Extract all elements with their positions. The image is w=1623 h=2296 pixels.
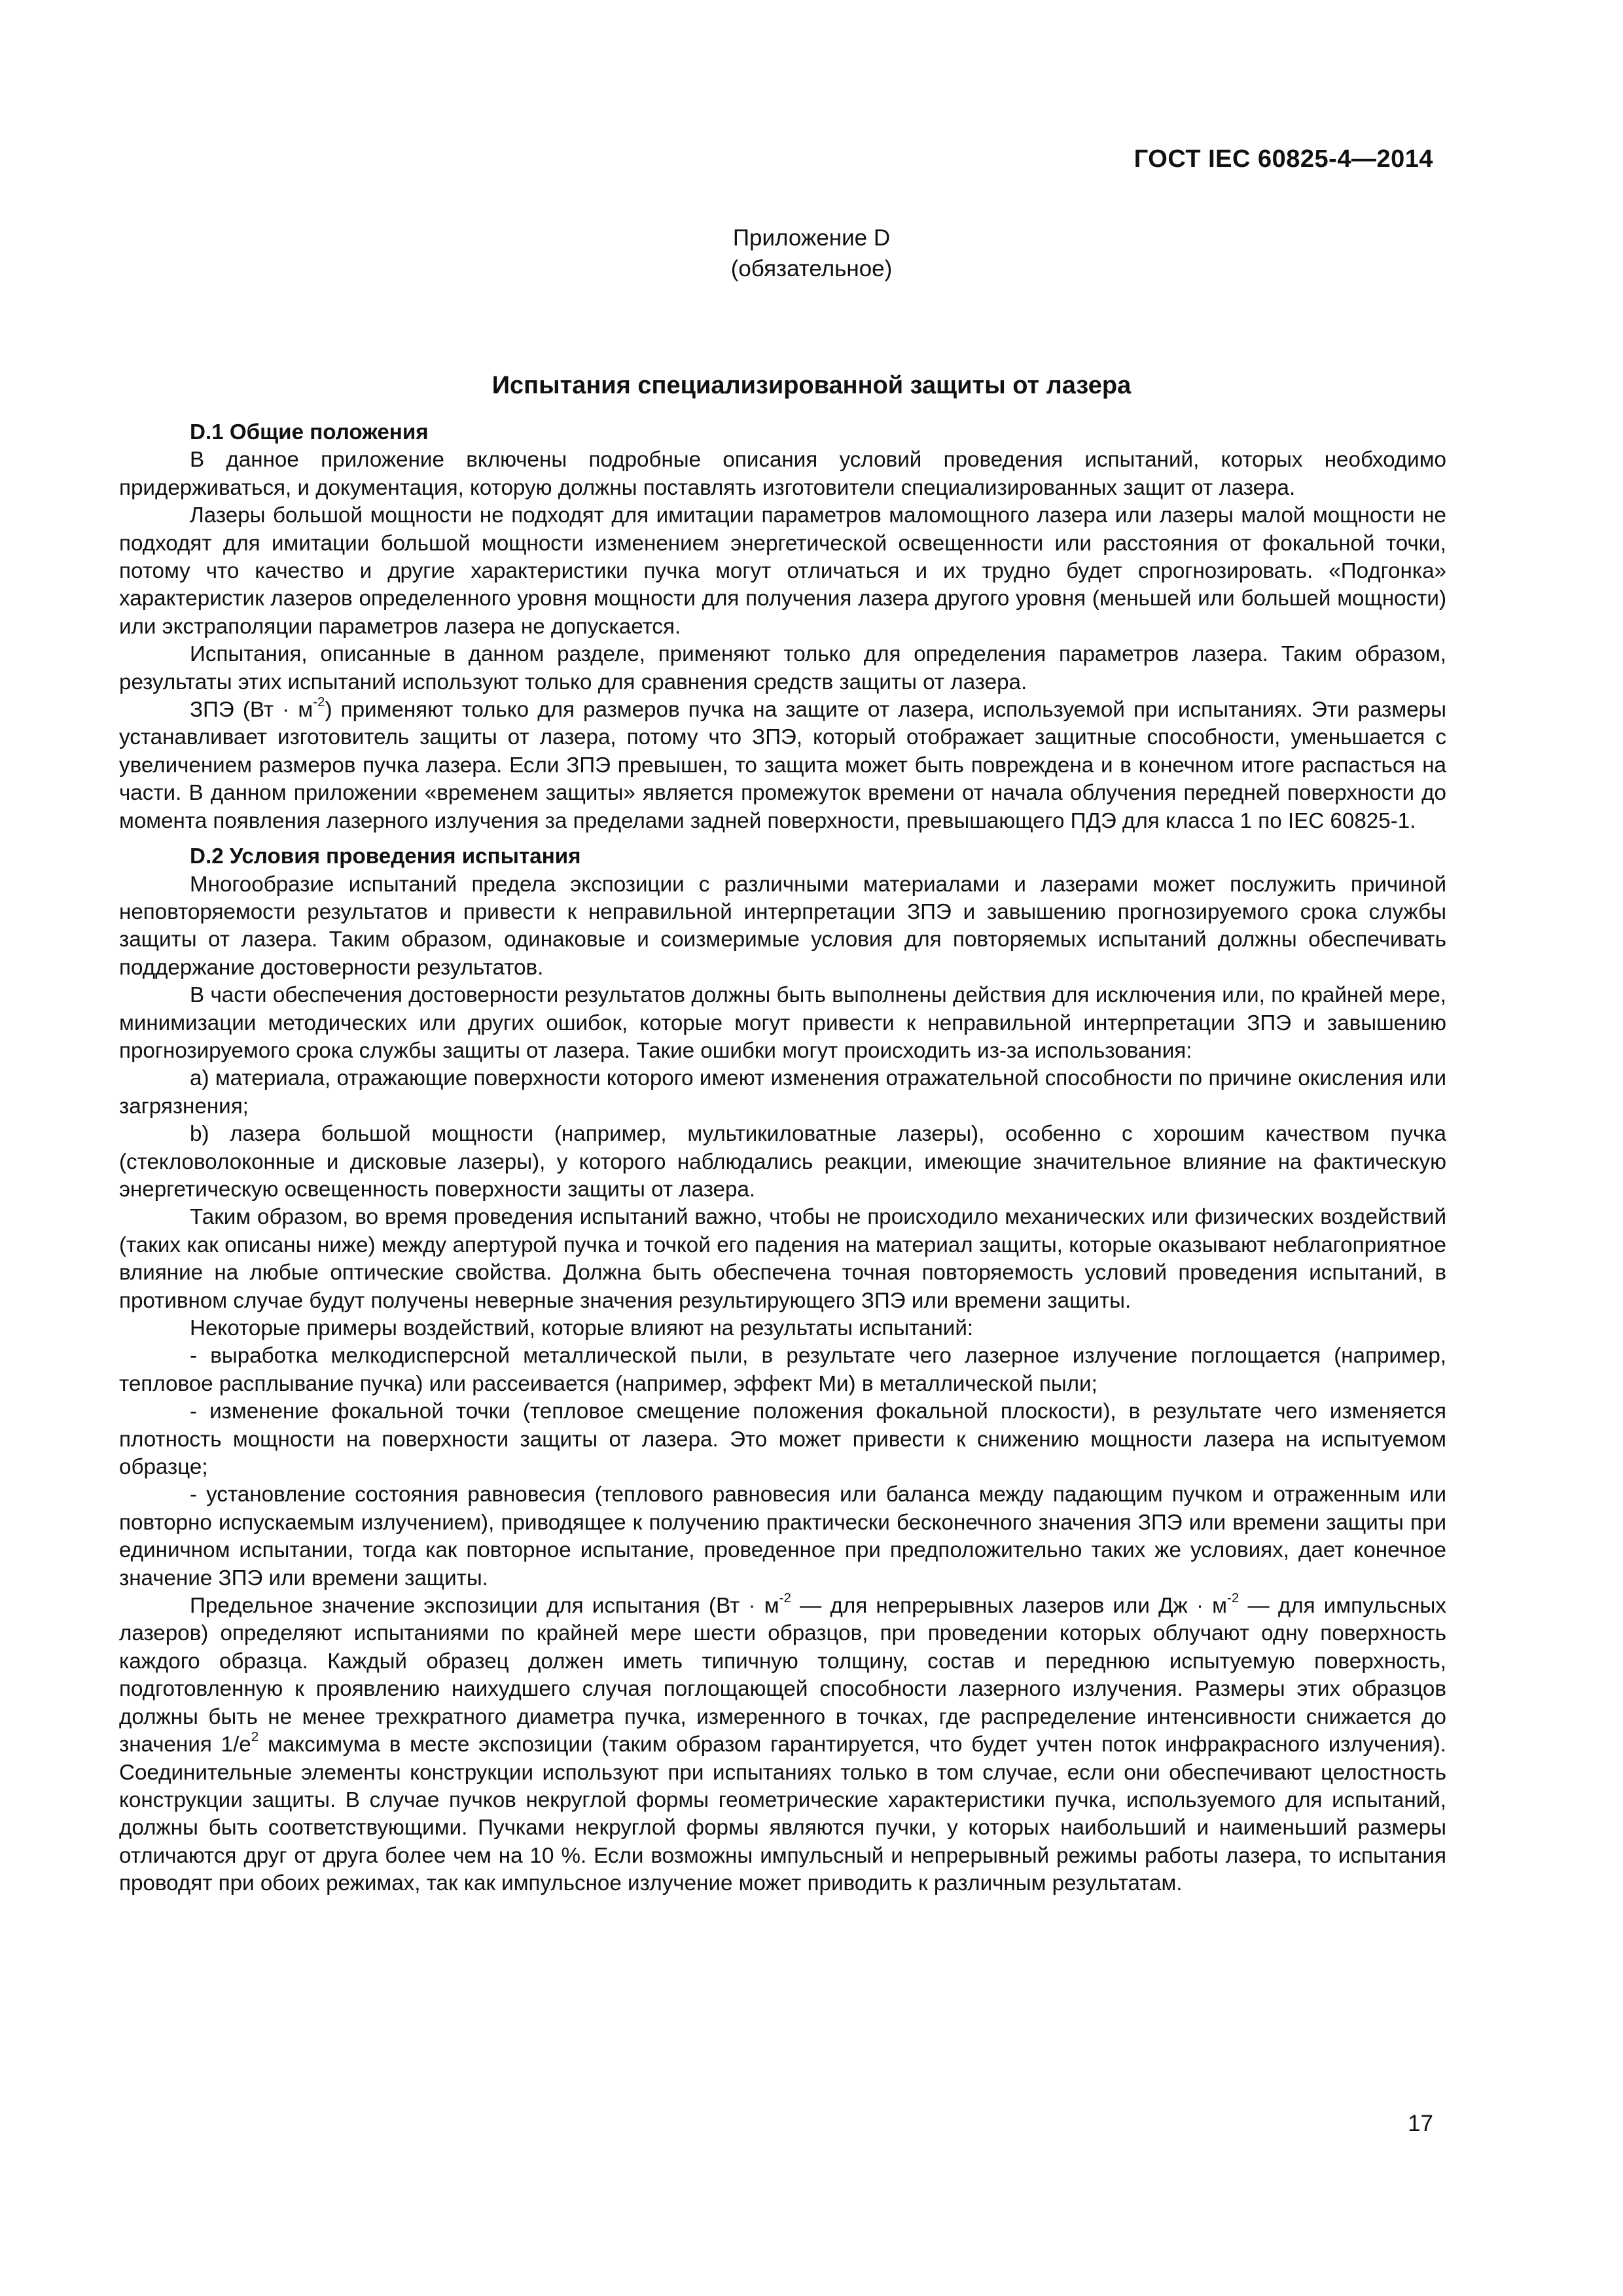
paragraph: ЗПЭ $(Вт \cdot м^{-2})$ применяют только для размеров пучка на защите от лазера, используемой при испытаниях. Эти размеры устанавливает изготовитель защиты от лазера, потому что ЗПЭ, который отображает защитные способности, уменьшается с увеличением размеров пучка лазера. Если ЗПЭ превышен, то защита может быть повреждена и в конечном итоге распасться на части. В данном приложении «временем защиты» является промежуток времени от начала облучения передней поверхности до момента появления лазерного излучения за пределами задней поверхности, превышающего ПДЭ для класса 1 по IEC 60825-1. (119, 694, 1446, 833)
annex-heading (0, 223, 1623, 284)
paragraph: Некоторые примеры воздействий, которые влияют на результаты испытаний: (190, 1316, 974, 1340)
page-number: 17 (1408, 2111, 1433, 2136)
paragraph: Многообразие испытаний предела экспозиции с различными материалами и лазерами может послужить причиной неповторяемости результатов и привести к неправильной интерпретации ЗПЭ и завышению прогнозируемого срока службы защиты от лазера. Таким образом, одинаковые и соизмеримые условия для повторяемых испытаний должны обеспечивать поддержание достоверности результатов. (119, 872, 1446, 980)
section-heading-d1: D.1 Общие положения (190, 420, 429, 444)
document-body (119, 419, 1446, 1898)
list-item: b) лазера большой мощности (например, мультикиловатные лазеры), особенно с хорошим качеством пучка (стекловолоконные и дисковые лазеры), у которого наблюдались реакции, имеющие значительное влияние на фактическую энергетическую освещенность поверхности защиты от лазера. (119, 1122, 1446, 1202)
list-item: - изменение фокальной точки (тепловое смещение положения фокальной плоскости), в результате чего изменяется плотность мощности на поверхности защиты от лазера. Это может привести к снижению мощности лазера на испытуемом образце; (119, 1399, 1446, 1480)
annex-label: Приложение D (732, 225, 891, 251)
paragraph: Предельное значение экспозиции для испытания ($Вт \cdot м^{-2}$ — для непрерывных лазеров или Дж · $м^{-2}$ — для импульсных лазеров) определяют испытаниями по крайней мере шести образцов, при проведении которых облучают одну поверхность каждого образца. Каждый образец должен иметь типичную толщину, состав и переднюю испытуемую поверхность, подготовленную к проявлению наихудшего случая поглощающей способности лазерного излучения. Размеры этих образцов должны быть не менее трехкратного диаметра пучка, измеренного в точках, где распределение интенсивности снижается до значения $1/e^2$ максимума в месте экспозиции (таким образом гарантируется, что будет учтен поток инфракрасного излучения). Соединительные элементы конструкции используют при испытаниях только в том случае, если они обеспечивают целостность конструкции защиты. В случае пучков некруглой формы геометрические характеристики пучка, используемого для испытаний, должны быть соответствующими. Пучками некруглой формы являются пучки, у которых наибольший и наименьший размеры отличаются друг от друга более чем на 10 %. Если возможны импульсный и непрерывный режимы работы лазера, то испытания проводят при обоих режимах, так как импульсное излучение может приводить к различным результатам. (119, 1590, 1446, 1896)
list-item: - выработка мелкодисперсной металлической пыли, в результате чего лазерное излучение поглощается (например, тепловое расплывание пучка) или рассеивается (например, эффект Ми) в металлической пыли; (119, 1344, 1446, 1396)
list-item: a) материала, отражающие поверхности которого имеют изменения отражательной способности по причине окисления или загрязнения; (119, 1066, 1446, 1119)
section-heading-d2: D.2 Условия проведения испытания (190, 844, 581, 869)
paragraph: Испытания, описанные в данном разделе, применяют только для определения параметров лазера. Таким образом, результаты этих испытаний используют только для сравнения средств защиты от лазера. (119, 642, 1446, 694)
paragraph: В части обеспечения достоверности результатов должны быть выполнены действия для исключения или, по крайней мере, минимизации методических или других ошибок, которые могут привести к неправильной интерпретации ЗПЭ и завышению прогнозируемого срока службы защиты от лазера. Такие ошибки могут происходить из-за использования: (119, 983, 1446, 1063)
paragraph: В данное приложение включены подробные описания условий проведения испытаний, которых необходимо придерживаться, и документация, которую должны поставлять изготовители специализированных защит от лазера. (119, 448, 1446, 500)
annex-title: Испытания специализированной защиты от лазера (491, 372, 1132, 399)
paragraph: Таким образом, во время проведения испытаний важно, чтобы не происходило механических или физических воздействий (таких как описаны ниже) между апертурой пучка и точкой его падения на материал защиты, которые оказывают неблагоприятное влияние на любые оптические свойства. Должна быть обеспечена точная повторяемость условий проведения испытаний, в противном случае будут получены неверные значения результирующего ЗПЭ или времени защиты. (119, 1205, 1446, 1313)
paragraph: Лазеры большой мощности не подходят для имитации параметров маломощного лазера или лазеры малой мощности не подходят для имитации большой мощности изменением энергетической освещенности или расстояния от фокальной точки, потому что качество и другие характеристики пучка могут отличаться и их трудно будет спрогнозировать. «Подгонка» характеристик лазеров определенного уровня мощности для получения лазера другого уровня (меньшей или большей мощности) или экстраполяции параметров лазера не допускается. (119, 503, 1446, 639)
annex-status: (обязательное) (730, 256, 893, 281)
list-item: - установление состояния равновесия (теплового равновесия или баланса между падающим пучком и отраженным или повторно испускаемым излучением), приводящее к получению практически бесконечного значения ЗПЭ или времени защиты при единичном испытании, тогда как повторное испытание, проведенное при предположительно таких же условиях, дает конечное значение ЗПЭ или времени защиты. (119, 1482, 1446, 1590)
standard-code: ГОСТ IEC 60825-4—2014 (1133, 145, 1433, 173)
